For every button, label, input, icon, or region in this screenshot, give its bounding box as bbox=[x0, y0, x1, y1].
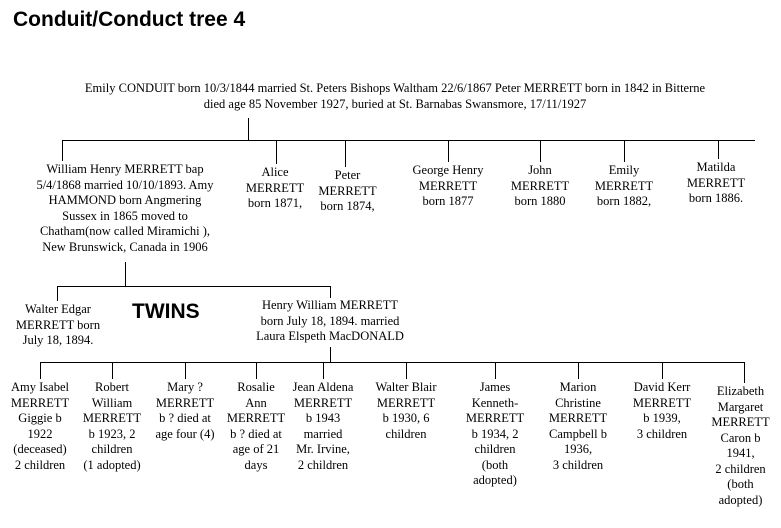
person-node-william-henry: William Henry MERRETT bap 5/4/1868 married 10/10/1893. Amy HAMMOND born Angmering Sussex in 1865 moved to Chatham(now called Miramichi ), New Brunswick, Canada in 1906 bbox=[36, 162, 214, 254]
person-node-john: John MERRETT born 1880 bbox=[510, 163, 570, 208]
connector-gen4-drop bbox=[323, 362, 324, 379]
connector-gen4-drop bbox=[256, 362, 257, 379]
connector-gen3-drop bbox=[57, 286, 58, 301]
connector-root-down bbox=[248, 118, 249, 140]
connector-gen2-bar bbox=[62, 140, 755, 141]
connector-gen4-drop bbox=[40, 362, 41, 379]
person-node-george-henry: George Henry MERRETT born 1877 bbox=[412, 163, 484, 208]
page-title: Conduit/Conduct tree 4 bbox=[13, 8, 246, 31]
connector-gen3-bar bbox=[57, 286, 331, 287]
connector-gen4-drop bbox=[495, 362, 496, 379]
connector-gen2-drop bbox=[718, 140, 719, 159]
person-node-walter-edgar: Walter Edgar MERRETT born July 18, 1894. bbox=[15, 302, 101, 347]
connector-gen2-drop bbox=[345, 140, 346, 167]
root-node-emily-conduit: Emily CONDUIT born 10/3/1844 married St. Peters Bishops Waltham 22/6/1867 Peter MERRETT born in 1842 in Bitterne died age 85 November 1927, buried at St. Barnabas Swansmore, 17/11/1927 bbox=[84, 81, 706, 111]
person-node-matilda: Matilda MERRETT born 1886. bbox=[686, 160, 746, 205]
person-node-marion-christine: Marion Christine MERRETT Campbell b 1936, 3 children bbox=[548, 380, 608, 472]
connector-gen4-drop bbox=[185, 362, 186, 379]
connector-gen4-bar bbox=[40, 362, 745, 363]
person-node-henry-william: Henry William MERRETT born July 18, 1894. married Laura Elspeth MacDONALD bbox=[256, 298, 404, 343]
person-node-alice: Alice MERRETT born 1871, bbox=[245, 165, 305, 210]
person-node-mary: Mary ? MERRETT b ? died at age four (4) bbox=[155, 380, 215, 441]
connector-gen2-drop bbox=[540, 140, 541, 162]
person-node-amy-isabel: Amy Isabel MERRETT Giggie b 1922 (deceased) 2 children bbox=[10, 380, 70, 472]
connector-gen4-drop bbox=[406, 362, 407, 379]
connector-gen3-drop bbox=[330, 286, 331, 298]
connector-gen4-drop bbox=[744, 362, 745, 383]
person-node-david-kerr: David Kerr MERRETT b 1939, 3 children bbox=[632, 380, 692, 441]
person-node-elizabeth-margaret: Elizabeth Margaret MERRETT Caron b 1941, 2 children (both adopted) bbox=[711, 384, 770, 507]
person-node-walter-blair: Walter Blair MERRETT b 1930, 6 children bbox=[375, 380, 437, 441]
person-node-rosalie-ann: Rosalie Ann MERRETT b ? died at age of 21 days bbox=[226, 380, 286, 472]
connector-gen2-drop bbox=[276, 140, 277, 164]
connector-gen4-drop bbox=[578, 362, 579, 379]
person-node-robert-william: Robert William MERRETT b 1923, 2 children (1 adopted) bbox=[82, 380, 142, 472]
connector-gen4-drop bbox=[662, 362, 663, 379]
connector-gen2-drop bbox=[624, 140, 625, 162]
connector-gen4-drop bbox=[112, 362, 113, 379]
connector-gen2-drop bbox=[448, 140, 449, 162]
twins-label: TWINS bbox=[132, 300, 200, 323]
person-node-jean-aldena: Jean Aldena MERRETT b 1943 married Mr. Irvine, 2 children bbox=[292, 380, 354, 472]
connector-william-down bbox=[125, 262, 126, 286]
person-node-peter: Peter MERRETT born 1874, bbox=[318, 168, 377, 213]
person-node-emily: Emily MERRETT born 1882, bbox=[594, 163, 654, 208]
person-node-james-kenneth: James Kenneth- MERRETT b 1934, 2 children (both adopted) bbox=[465, 380, 525, 487]
connector-gen2-drop bbox=[62, 140, 63, 161]
connector-henry-down bbox=[330, 347, 331, 362]
